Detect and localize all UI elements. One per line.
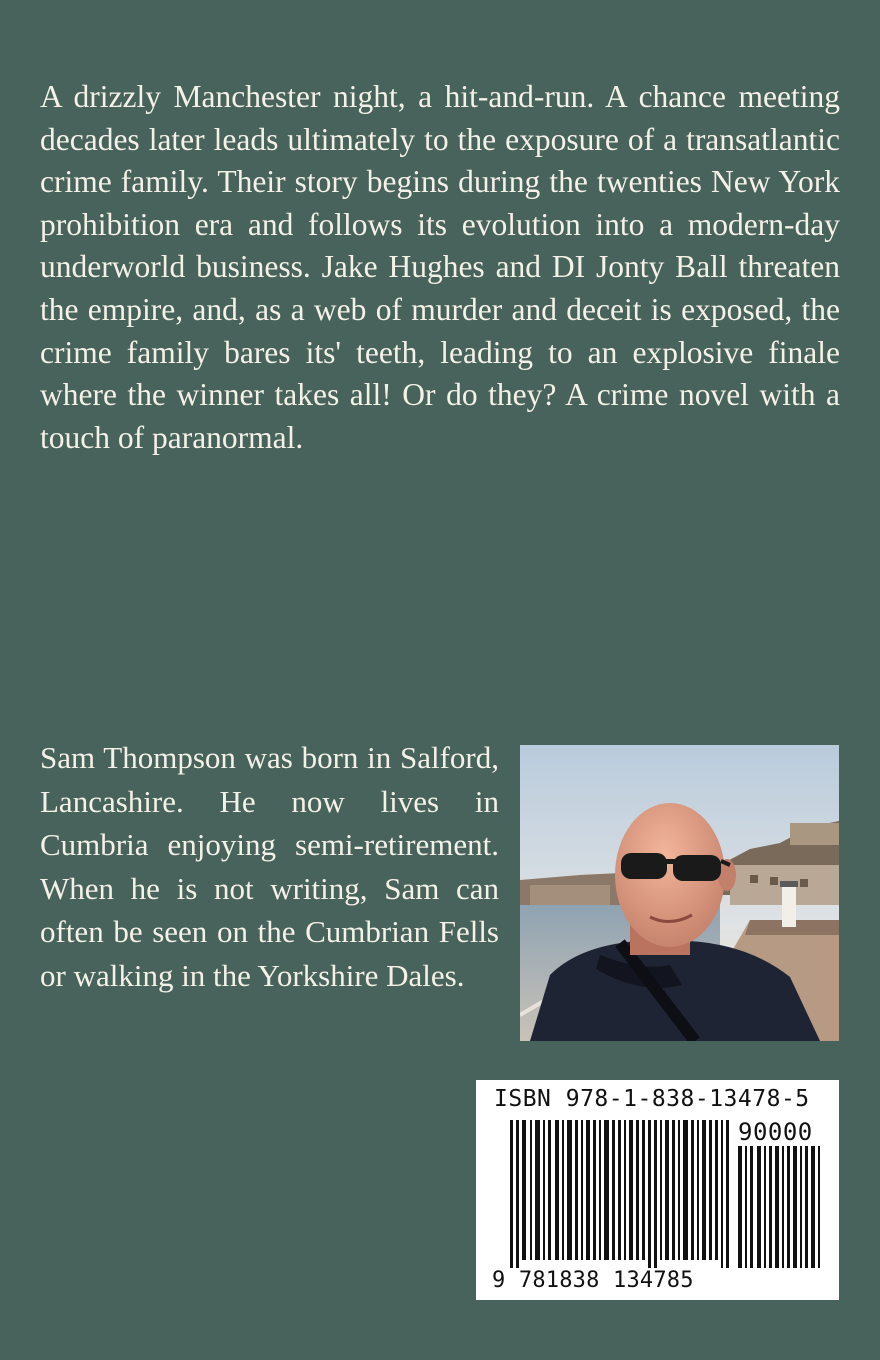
isbn-label: ISBN 978-1-838-13478-5 bbox=[494, 1086, 810, 1112]
author-bio: Sam Thompson was born in Salford, Lancashire. He now lives in Cumbria enjoying semi-retirement. When he is not writing, Sam can often be seen on the Cumbrian Fells or walking in the Yorkshire Dales. bbox=[40, 740, 499, 993]
barcode-digits: 9 781838 134785 bbox=[492, 1268, 694, 1293]
isbn-barcode bbox=[476, 1080, 839, 1300]
price-code: 90000 bbox=[738, 1118, 813, 1146]
author-photo bbox=[520, 745, 839, 1041]
book-blurb: A drizzly Manchester night, a hit-and-run. A chance meeting decades later leads ultimately to the exposure of a transatlantic crime family. Their story begins during the twenties New York prohibition era and follows its evolution into a modern-day underworld business. Jake Hughes and DI Jonty Ball threaten the empire, and, as a web of murder and deceit is exposed, the crime family bares its' teeth, leading to an explosive finale where the winner takes all! Or do they? A crime novel with a touch of paranormal. bbox=[40, 79, 840, 455]
barcode-bars bbox=[476, 1080, 839, 1300]
